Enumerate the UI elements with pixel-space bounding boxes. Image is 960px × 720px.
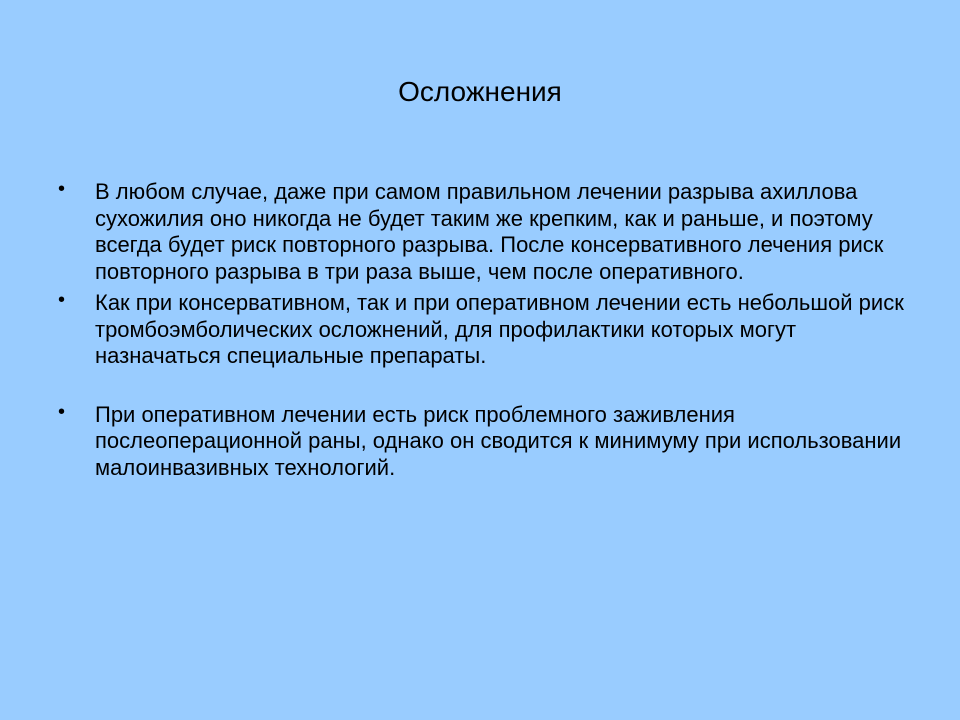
bullet-icon: • [58, 400, 66, 423]
bullet-item [58, 402, 918, 482]
bullet-list [58, 179, 918, 481]
bullet-item [58, 179, 918, 285]
bullet-text: В любом случае, даже при самом правильном лечении разрыва ахиллова сухожилия оно никогда не будет таким же крепким, как и раньше, и поэтому всегда будет риск повторного разрыва. После консервативного лечения риск повторного разрыва в три раза выше, чем после оперативного. [95, 179, 884, 284]
bullet-item [58, 290, 918, 370]
slide-title: Осложнения [398, 76, 562, 107]
bullet-icon: • [58, 178, 66, 200]
bullet-icon: • [58, 289, 66, 311]
bullet-text: Как при консервативном, так и при оперативном лечении есть небольшой риск тромбоэмболических осложнений, для профилактики которых могут назначаться специальные препараты. [95, 290, 904, 368]
bullet-text: При оперативном лечении есть риск проблемного заживления послеоперационной раны, однако он сводится к минимуму при использовании малоинвазивных технологий. [95, 401, 902, 480]
